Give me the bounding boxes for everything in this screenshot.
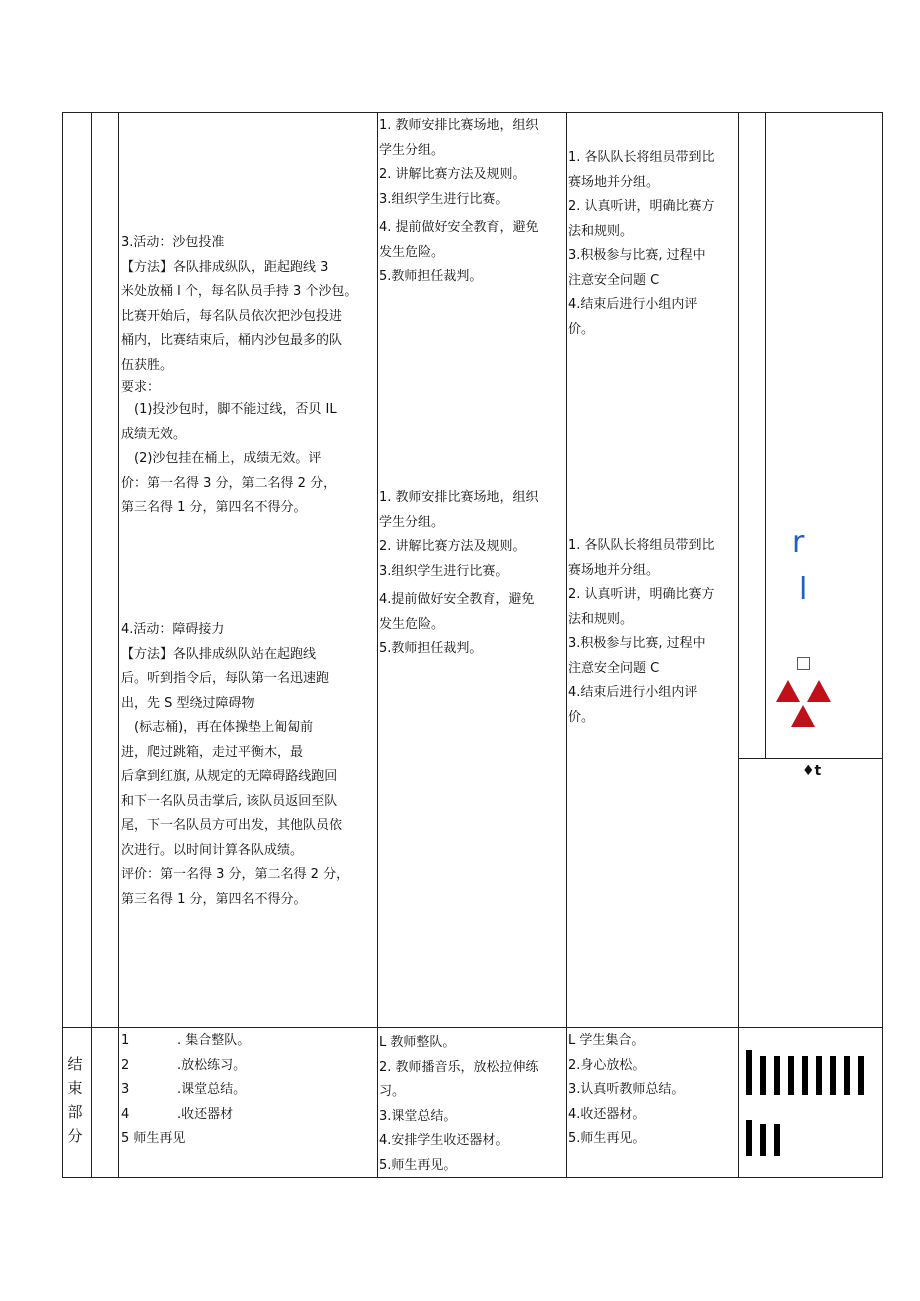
activity4-content	[121, 618, 376, 912]
formation-bar-icon	[760, 1056, 766, 1095]
ending-item	[121, 1029, 376, 1054]
activity3-line: 【方法】各队排成纵队，距起跑线 3	[121, 259, 329, 275]
student-line: 赛场地并分组。	[568, 562, 660, 578]
teacher-line: 4.安排学生收还器材。	[379, 1133, 509, 1148]
col-border-6	[765, 112, 766, 758]
teacher-line: L 教师整队。	[379, 1035, 456, 1050]
activity3-line: 米处放桶 l 个，每名队员手持 3 个沙包。	[121, 284, 358, 299]
student-line: L 学生集合。	[568, 1033, 645, 1048]
ending-item	[121, 1127, 376, 1152]
ending-item	[121, 1054, 376, 1079]
cone-icon	[807, 680, 831, 702]
teacher-line: 3.组织学生进行比赛。	[379, 191, 509, 207]
diagram-glyph-r: r	[792, 525, 805, 560]
diagram-glyph-l: l	[799, 572, 808, 607]
section-label-char: 束	[67, 1079, 83, 1097]
square-marker-icon	[797, 657, 810, 670]
section-label	[62, 1052, 88, 1148]
teacher-line: 发生危险。	[379, 244, 445, 260]
activity3-line: (2)沙包挂在桶上，成绩无效。评	[121, 451, 322, 466]
section-label-char: 结	[67, 1055, 83, 1073]
activity4-student	[568, 534, 738, 730]
activity4-line: 进，爬过跳箱，走过平衡木，最	[121, 744, 304, 760]
activity4-line: 和下一名队员击掌后, 该队员返回至队	[121, 793, 338, 809]
activity3-line: (1)投沙包时，脚不能过线，否贝 IL	[121, 402, 337, 417]
item-number: 4	[121, 1106, 130, 1122]
item-text: .放松练习。	[177, 1057, 247, 1073]
teacher-line: 5.师生再见。	[379, 1157, 457, 1173]
activity4-line: 第三名得 1 分，第四名不得分。	[121, 891, 307, 907]
student-line: 法和规则。	[568, 223, 634, 239]
teacher-line: 5.教师担任裁判。	[379, 641, 483, 656]
activity3-line: 要求：	[121, 380, 161, 395]
item-text: .收还器材	[177, 1106, 234, 1122]
formation-bar-icon	[774, 1056, 780, 1095]
student-line: 价。	[568, 321, 595, 337]
formation-bar-icon	[788, 1056, 794, 1095]
ending-student	[568, 1029, 738, 1152]
item-text: 5 师生再见	[121, 1131, 186, 1146]
formation-bar-icon	[746, 1050, 752, 1095]
formation-bar-icon	[844, 1056, 850, 1095]
teacher-line: 4. 提前做好安全教育，避免	[379, 220, 539, 235]
ending-item	[121, 1078, 376, 1103]
teacher-line: 习。	[379, 1084, 406, 1099]
activity3-line: 成绩无效。	[121, 426, 187, 442]
activity4-line: (标志桶)，再在体操垫上匍匐前	[121, 720, 314, 735]
activity4-line: 评价：第一名得 3 分，第二名得 2 分，	[121, 867, 350, 882]
teacher-line: 1. 教师安排比赛场地，组织	[379, 118, 539, 133]
activity4-teacher	[379, 486, 565, 662]
section-label-char: 部	[67, 1103, 83, 1121]
teacher-line: 2. 教师播音乐，放松拉伸练	[379, 1059, 539, 1075]
item-number: 3	[121, 1082, 130, 1097]
ending-item	[121, 1103, 376, 1128]
table-top-border	[62, 112, 882, 113]
student-line: 3.积极参与比赛, 过程中	[568, 248, 706, 263]
student-line: 3.积极参与比赛, 过程中	[568, 636, 706, 651]
student-line: 4.结束后进行小组内评	[568, 297, 698, 312]
student-line: 2. 认真听讲，明确比赛方	[568, 587, 715, 602]
student-line: 3.认真听教师总结。	[568, 1082, 685, 1097]
activity3-title: 3.活动：沙包投准	[121, 235, 225, 250]
activity3-line: 桶内，比赛结束后，桶内沙包最多的队	[121, 333, 343, 348]
teacher-line: 2. 讲解比赛方法及规则。	[379, 167, 526, 182]
teacher-line: 学生分组。	[379, 142, 445, 158]
teacher-line: 3.课堂总结。	[379, 1108, 457, 1124]
teacher-line: 4.提前做好安全教育，避免	[379, 592, 535, 607]
diagram-divider	[738, 758, 882, 759]
activity4-line: 后拿到红旗, 从规定的无障碍路线跑回	[121, 769, 338, 784]
teacher-line: 5.教师担任裁判。	[379, 269, 483, 284]
col-border-0	[62, 112, 63, 1178]
activity4-line: 次进行。以时间计算各队成绩。	[121, 842, 304, 858]
activity3-line: 伍获胜。	[121, 357, 174, 373]
student-line: 1. 各队队长将组员带到比	[568, 538, 715, 553]
item-number: 1	[121, 1033, 130, 1048]
formation-bar-icon	[802, 1056, 808, 1095]
activity4-line: 尾，下一名队员方可出发，其他队员依	[121, 818, 343, 833]
student-line: 注意安全问题 C	[568, 660, 660, 676]
activity3-teacher	[379, 114, 565, 290]
activity3-content	[121, 231, 376, 521]
cone-icon	[791, 705, 815, 727]
student-line: 价。	[568, 709, 595, 725]
student-line: 2. 认真听讲，明确比赛方	[568, 199, 715, 214]
col-border-5	[738, 112, 739, 1178]
ending-content	[121, 1029, 376, 1152]
activity3-line: 第三名得 1 分，第四名不得分。	[121, 500, 307, 515]
teacher-line: 2. 讲解比赛方法及规则。	[379, 539, 526, 554]
teacher-line: 发生危险。	[379, 616, 445, 632]
teacher-line: 1. 教师安排比赛场地，组织	[379, 490, 539, 505]
student-line: 注意安全问题 C	[568, 272, 660, 288]
formation-bar-icon	[858, 1056, 864, 1095]
activity4-line: 【方法】各队排成纵队站在起跑线	[121, 646, 317, 662]
item-text: . 集合整队。	[177, 1033, 251, 1048]
activity3-student	[568, 146, 738, 342]
item-text: .课堂总结。	[177, 1082, 247, 1097]
teacher-line: 3.组织学生进行比赛。	[379, 563, 509, 579]
formation-bar-icon	[746, 1120, 752, 1156]
col-border-2	[118, 112, 119, 1178]
activity3-line: 比赛开始后，每名队员依次把沙包投进	[121, 308, 343, 324]
teacher-line: 学生分组。	[379, 514, 445, 530]
student-line: 4.结束后进行小组内评	[568, 685, 698, 700]
diagram-marker: ♦t	[802, 763, 822, 779]
formation-bar-icon	[774, 1124, 780, 1156]
section-divider	[62, 1027, 882, 1028]
student-line: 赛场地并分组。	[568, 174, 660, 190]
student-line: 法和规则。	[568, 611, 634, 627]
col-border-1	[91, 112, 92, 1178]
student-line: 4.收还器材。	[568, 1106, 646, 1122]
formation-bar-icon	[760, 1124, 766, 1156]
col-border-7	[882, 112, 883, 1178]
student-line: 5.师生再见。	[568, 1131, 646, 1146]
activity4-line: 后。听到指令后，每队第一名迅速跑	[121, 671, 330, 686]
item-number: 2	[121, 1057, 130, 1073]
col-border-4	[566, 112, 567, 1178]
formation-bar-icon	[830, 1056, 836, 1095]
student-line: 1. 各队队长将组员带到比	[568, 150, 715, 165]
ending-teacher	[379, 1031, 565, 1178]
activity4-line: 出，先 S 型绕过障碍物	[121, 695, 255, 711]
activity4-title: 4.活动：障碍接力	[121, 622, 225, 637]
student-line: 2.身心放松。	[568, 1057, 646, 1073]
formation-bar-icon	[816, 1056, 822, 1095]
section-label-char: 分	[67, 1127, 83, 1145]
col-border-3	[377, 112, 378, 1178]
cone-icon	[776, 680, 800, 702]
activity3-line: 价：第一名得 3 分，第二名得 2 分，	[121, 475, 337, 491]
